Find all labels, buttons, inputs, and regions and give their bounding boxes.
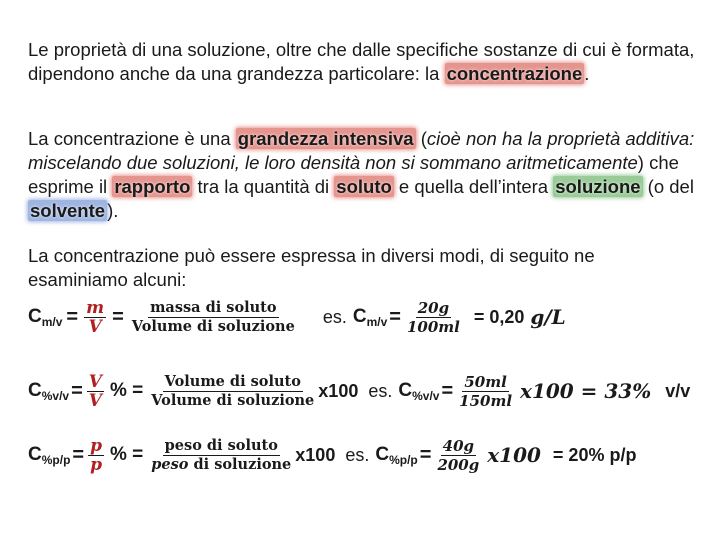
variable-fraction [88, 437, 104, 474]
formula-symbol: C [28, 306, 42, 327]
example-subscript: %p/p [389, 453, 418, 467]
def-text-1: La concentrazione è una [28, 128, 236, 149]
def-text-4: tra la quantità di [192, 176, 335, 197]
example-denominator: 100ml [406, 317, 460, 336]
fraction-numerator: V [88, 371, 102, 392]
fraction-denominator: V [88, 390, 102, 411]
word-fraction [149, 437, 293, 474]
intro-text: Le proprietà di una soluzione, oltre che dalle specifiche sostanze di cui è formata, dipendono anche da una grandezza particolare: la [28, 39, 695, 84]
formula-subscript: %p/p [41, 453, 71, 467]
example-label: es. [345, 444, 370, 465]
formula-mass-volume [28, 293, 566, 341]
fraction-denominator: Volume di soluzione [131, 317, 295, 335]
example-subscript: m/v [366, 315, 388, 329]
fraction-numerator: peso di soluto [164, 436, 278, 454]
example-unit: g/L [530, 305, 566, 329]
def-text-5: e quella dell’intera [393, 176, 554, 197]
example-label: es. [368, 380, 393, 401]
variable-fraction [84, 299, 106, 336]
equals-sign-2: = [112, 305, 124, 328]
def-italic-note: cioè non ha la proprietà additiva: miscelando due soluzioni, le loro densità non si sommano aritmeticamente [28, 128, 695, 173]
times-100: x100 [295, 444, 336, 465]
example-fraction [405, 299, 462, 336]
example-symbol: C [352, 306, 367, 327]
term-concentrazione: concentrazione [446, 63, 583, 84]
def-text-3: ) che esprime il [28, 152, 679, 197]
formula-volume-percent [28, 367, 690, 415]
formula-symbol: C [28, 444, 42, 465]
fraction-numerator: massa di soluto [150, 298, 277, 316]
def-text-2: ( [415, 128, 427, 149]
term-soluzione: soluzione [555, 176, 641, 197]
equals-sign: = [72, 443, 85, 466]
denominator-rest: di soluzione [188, 455, 292, 473]
def-text-6: (o del [642, 176, 694, 197]
example-denominator: 150ml [459, 391, 513, 410]
example-result: = 0,20 [473, 306, 525, 327]
intro-end: . [584, 63, 590, 84]
example-result: x100 = 33% [520, 379, 652, 403]
fraction-denominator: V [88, 316, 102, 337]
denominator-italic: peso [151, 455, 189, 473]
word-fraction [130, 299, 297, 336]
formula-weight-percent [28, 431, 636, 479]
intro-paragraph [28, 38, 698, 86]
example-equals: = [441, 379, 454, 402]
definition-paragraph [28, 127, 698, 223]
fraction-numerator: m [86, 297, 105, 318]
example-numerator: 40g [442, 436, 475, 455]
term-grandezza-intensiva: grandezza intensiva [237, 128, 414, 149]
example-numerator: 50ml [464, 372, 507, 391]
def-text-7: ). [107, 200, 119, 221]
equals-sign: = [71, 379, 83, 402]
example-fraction [435, 437, 481, 474]
example-label: es. [322, 306, 347, 327]
formula-symbol: C [28, 380, 42, 401]
fraction-denominator: p [90, 454, 102, 475]
formula-subscript: %v/v [41, 389, 70, 403]
example-result: x100 [487, 443, 541, 467]
example-symbol: C [375, 444, 390, 465]
term-solvente: solvente [30, 200, 106, 221]
example-unit: = 20% p/p [552, 444, 637, 465]
example-numerator: 20g [417, 298, 450, 317]
example-equals: = [419, 443, 432, 466]
term-rapporto: rapporto [114, 176, 191, 197]
word-fraction [149, 373, 316, 410]
equals-sign: = [66, 305, 79, 328]
fraction-numerator: p [90, 435, 102, 456]
fraction-denominator [149, 456, 293, 474]
example-fraction [457, 373, 514, 410]
formula-subscript: m/v [41, 315, 63, 329]
example-denominator: 200g [437, 455, 480, 474]
example-unit: v/v [665, 380, 691, 401]
example-equals: = [389, 305, 401, 328]
percent-equals: % = [109, 380, 144, 401]
term-soluto: soluto [336, 176, 392, 197]
example-subscript: %v/v [412, 389, 440, 403]
percent-equals: % = [109, 444, 144, 465]
times-100: x100 [318, 380, 359, 401]
modes-paragraph: La concentrazione può essere espressa in diversi modi, di seguito ne esaminiamo alcuni: [28, 245, 595, 290]
fraction-denominator: Volume di soluzione [151, 391, 315, 409]
variable-fraction [87, 373, 104, 410]
fraction-numerator: Volume di soluto [164, 372, 301, 390]
example-symbol: C [398, 380, 413, 401]
